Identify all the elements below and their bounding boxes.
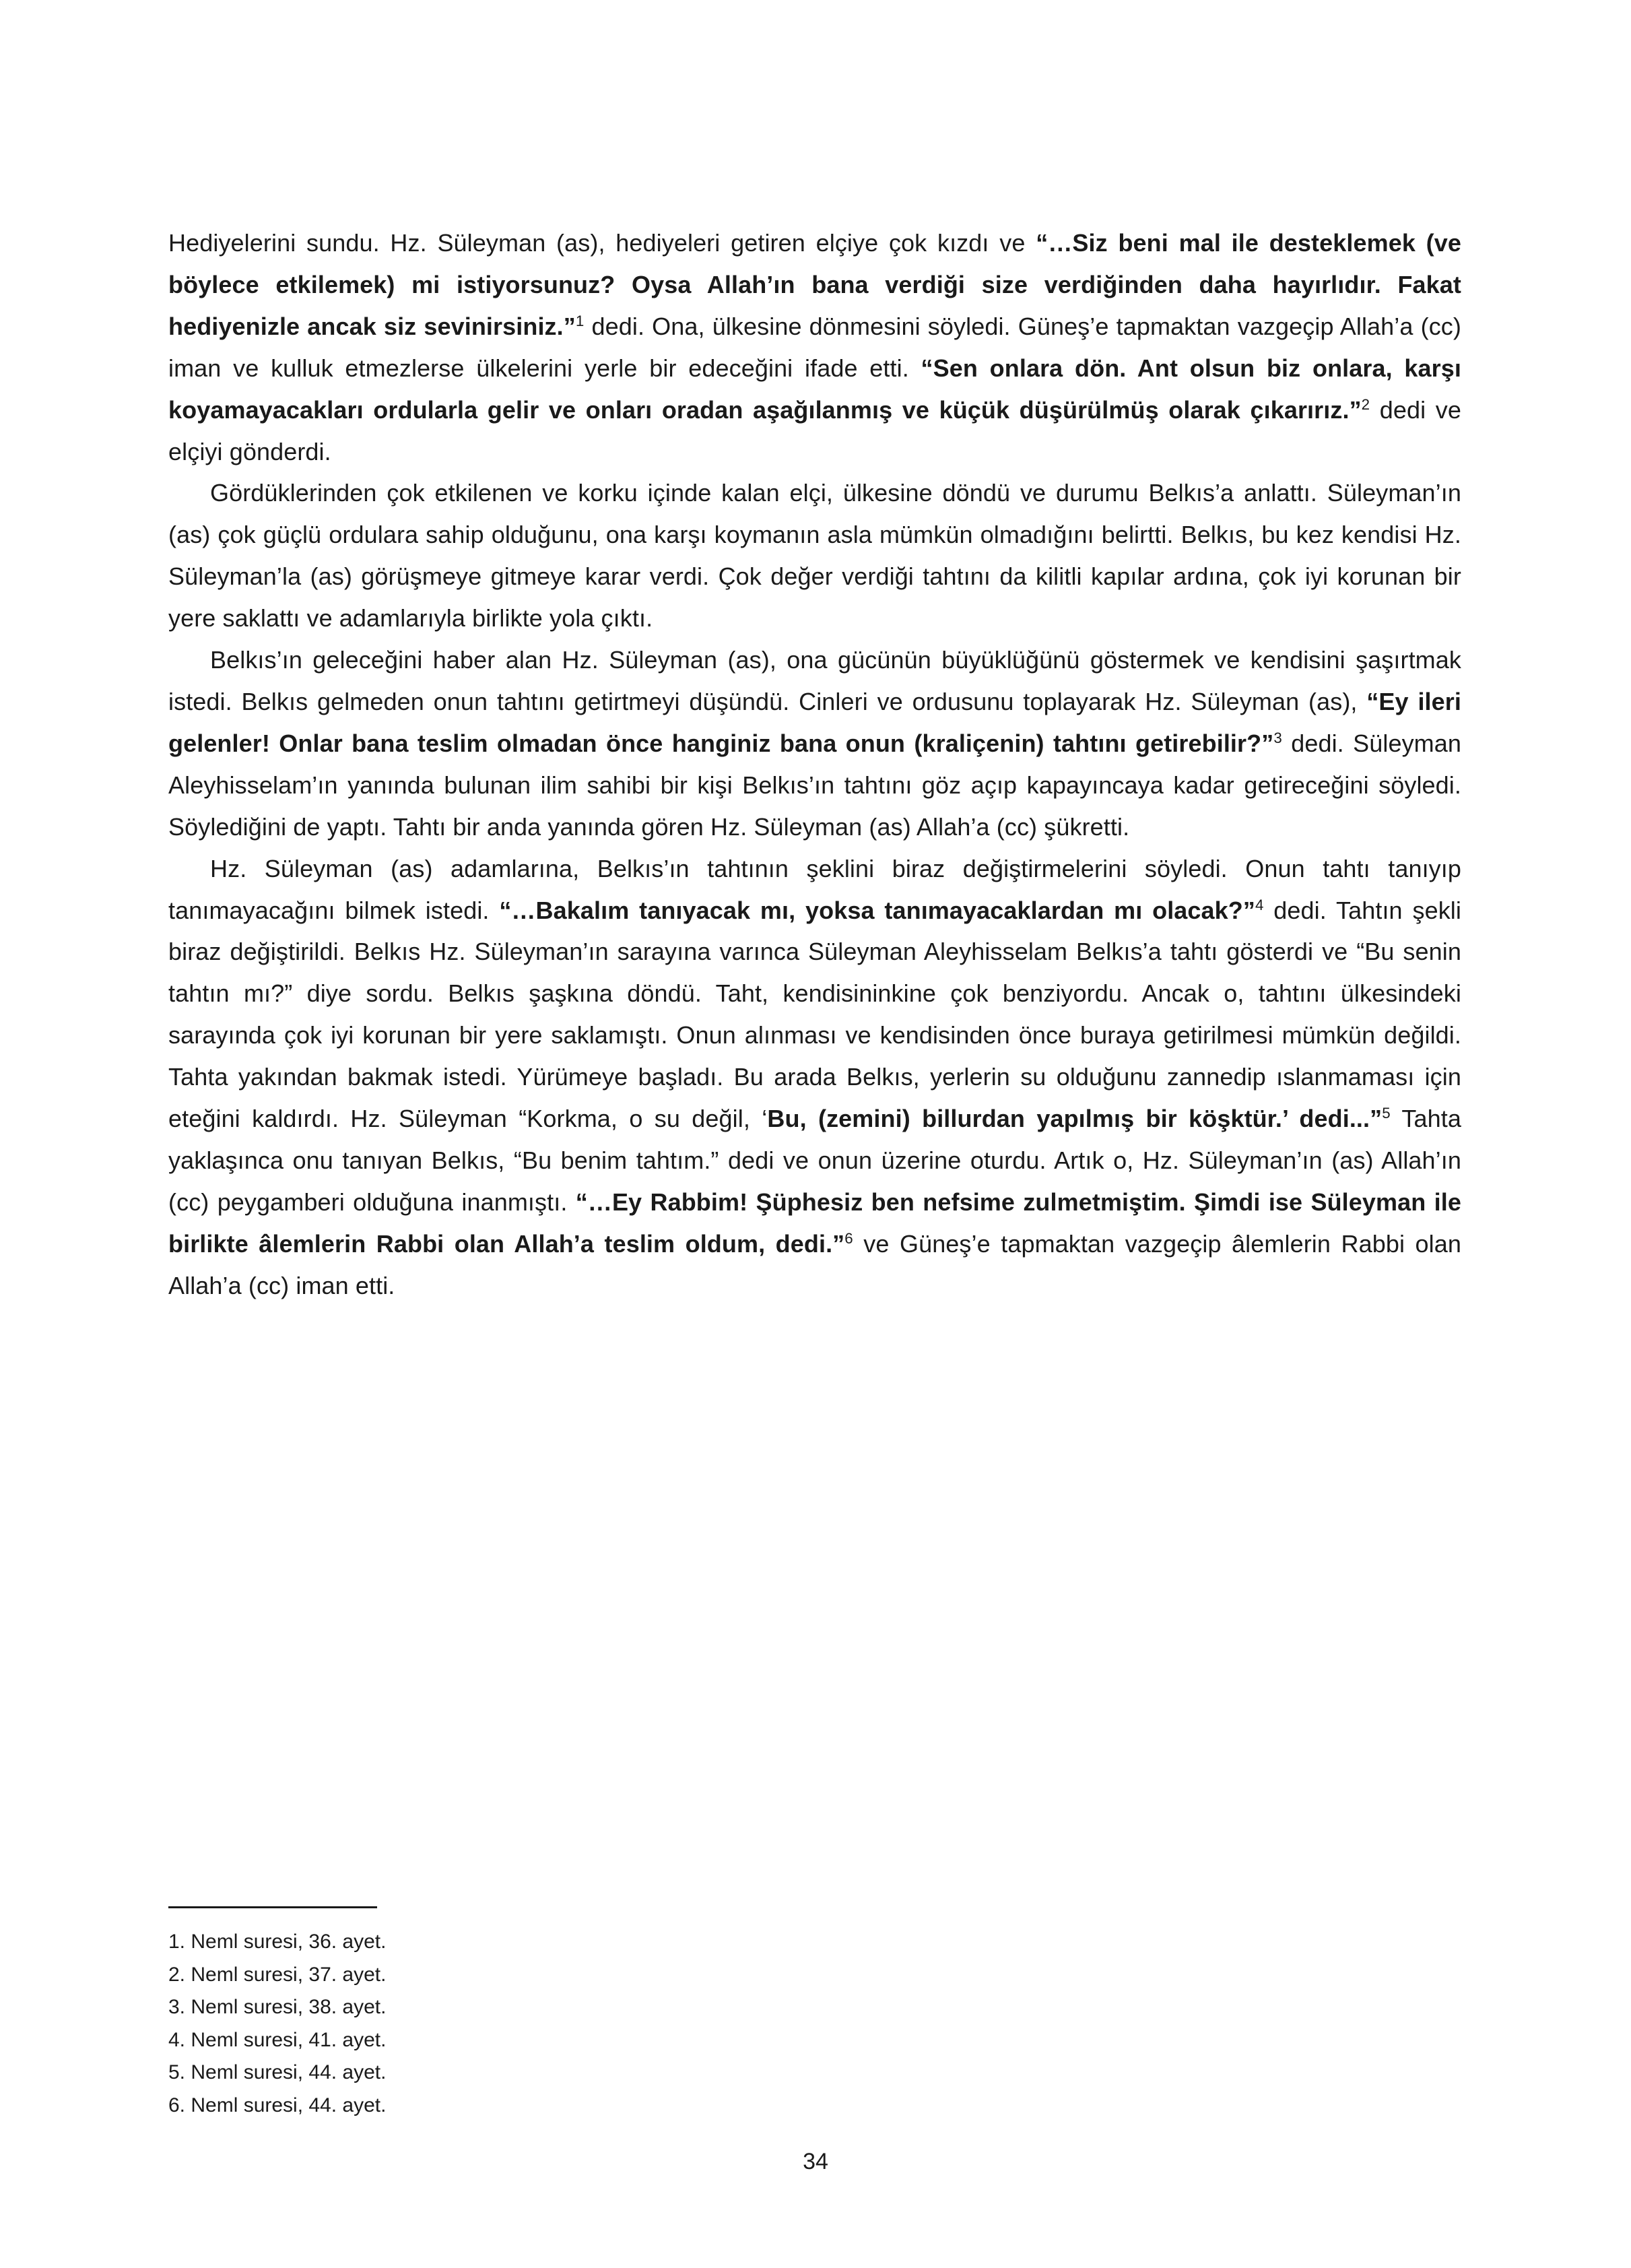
emphasis-text: “…Ey Rabbim! Şüphesiz ben nefsime zulmetmiştim. Şimdi ise Süleyman ile birlikte âlemlerin Rabbi olan Allah’a teslim oldum, dedi.” [168, 1188, 1461, 1258]
footnote-section [168, 1906, 1461, 2123]
emphasis-text: “Ey ileri gelenler! Onlar bana teslim olmadan önce hanginiz bana onun (kraliçenin) tahtını getirebilir?” [168, 687, 1461, 757]
body-paragraph [168, 639, 1461, 848]
footnote-reference: 4 [1255, 896, 1264, 913]
text-run: dedi. Ona, ülkesine dönmesini söyledi. Güneş’e tapmaktan vazgeçip Allah’a (cc) iman ve kulluk etmezlerse ülkelerini yerle bir edeceğini ifade etti. [168, 312, 1461, 382]
text-run: Gördüklerinden çok etkilenen ve korku içinde kalan elçi, ülkesine döndü ve durumu Belkıs’a anlattı. Süleyman’ın (as) çok güçlü ordulara sahip olduğunu, ona karşı koymanın asla mümkün olmadığını belirtti. Belkıs, bu kez kendisi Hz. Süleyman’la (as) görüşmeye gitmeye karar verdi. Çok değer verdiği tahtını da kilitli kapılar ardına, çok iyi korunan bir yere saklattı ve adamlarıyla birlikte yola çıktı. [168, 479, 1461, 633]
text-run: ve Güneş’e tapmaktan vazgeçip âlemlerin Rabbi olan Allah’a (cc) iman etti. [168, 1229, 1461, 1299]
text-run: Hz. Süleyman (as) adamlarına, Belkıs’ın tahtının şeklini biraz değiştirmelerini söyledi. Onun tahtı tanıyıp tanımayacağını bilmek istedi. [168, 854, 1461, 924]
text-run: dedi ve elçiyi gönderdi. [168, 395, 1461, 465]
text-run: dedi. Tahtın şekli biraz değiştirildi. Belkıs Hz. Süleyman’ın sarayına varınca Süleyman Aleyhisselam Belkıs’a tahtı gösterdi ve “Bu senin tahtın mı?” diye sordu. Belkıs şaşkına döndü. Taht, kendisininkine çok benziyordu. Ancak o, tahtını ülkesindeki sarayında çok iyi korunan bir yere saklamıştı. Onun alınması ve kendisinden önce buraya getirilmesi mümkün değildi. Tahta yakından bakmak istedi. Yürümeye başladı. Bu arada Belkıs, yerlerin su olduğunu zannedip ıslanmaması için eteğini kaldırdı. Hz. Süleyman “Korkma, o su değil, ‘ [168, 896, 1461, 1133]
footnote-list [168, 1926, 1461, 2123]
emphasis-text: “Sen onlara dön. Ant olsun biz onlara, karşı koyamayacakları ordularla gelir ve onları oradan aşağılanmış ve küçük düşürülmüş olarak çıkarırız.” [168, 354, 1462, 424]
footnote-reference: 3 [1273, 729, 1282, 746]
text-run: dedi. Süleyman Aleyhisselam’ın yanında bulunan ilim sahibi bir kişi Belkıs’ın tahtını göz açıp kapayıncaya kadar getireceğini söyledi. Söylediğini de yaptı. Tahtı bir anda yanında gören Hz. Süleyman (as) Allah’a (cc) şükretti. [168, 729, 1461, 841]
footnote-item: 5. Neml suresi, 44. ayet. [168, 2061, 387, 2084]
footnote-reference: 1 [575, 312, 585, 329]
footnote-item: 4. Neml suresi, 41. ayet. [168, 2028, 387, 2051]
emphasis-text: “…Siz beni mal ile desteklemek (ve böylece etkilemek) mi istiyorsunuz? Oysa Allah’ın bana verdiği size verdiğinden daha hayırlıdır. Fakat hediyenizle ancak siz sevinirsiniz.” [168, 229, 1461, 340]
body-paragraph [168, 222, 1461, 472]
page-number: 34 [803, 2149, 828, 2174]
footnote-item: 3. Neml suresi, 38. ayet. [168, 1996, 387, 2019]
footnote-divider [168, 1906, 377, 1908]
emphasis-text: Bu, (zemini) billurdan yapılmış bir köşktür.’ dedi...” [767, 1105, 1383, 1133]
body-paragraph [168, 472, 1461, 639]
paragraph-list [168, 222, 1461, 1307]
text-run: Hediyelerini sundu. Hz. Süleyman (as), hediyeleri getiren elçiye çok kızdı ve [168, 229, 1036, 257]
body-paragraph [168, 848, 1461, 1307]
text-run: Belkıs’ın geleceğini haber alan Hz. Süleyman (as), ona gücünün büyüklüğünü göstermek ve kendisini şaşırtmak istedi. Belkıs gelmeden onun tahtını getirtmeyi düşündü. Cinleri ve ordusunu toplayarak Hz. Süleyman (as), [168, 646, 1461, 715]
emphasis-text: “…Bakalım tanıyacak mı, yoksa tanımayacaklardan mı olacak?” [499, 896, 1255, 924]
footnote-item: 1. Neml suresi, 36. ayet. [168, 1931, 387, 1953]
footnote-reference: 2 [1361, 395, 1370, 413]
page-body [168, 222, 1461, 1307]
footnote-item: 2. Neml suresi, 37. ayet. [168, 1963, 387, 1986]
footnote-item: 6. Neml suresi, 44. ayet. [168, 2094, 387, 2116]
footnote-reference: 6 [844, 1229, 853, 1247]
footnote-reference: 5 [1382, 1105, 1391, 1122]
text-run: Tahta yaklaşınca onu tanıyan Belkıs, “Bu benim tahtım.” dedi ve onun üzerine oturdu. Artık o, Hz. Süleyman’ın (as) Allah’ın (cc) peygamberi olduğuna inanmıştı. [168, 1105, 1461, 1216]
